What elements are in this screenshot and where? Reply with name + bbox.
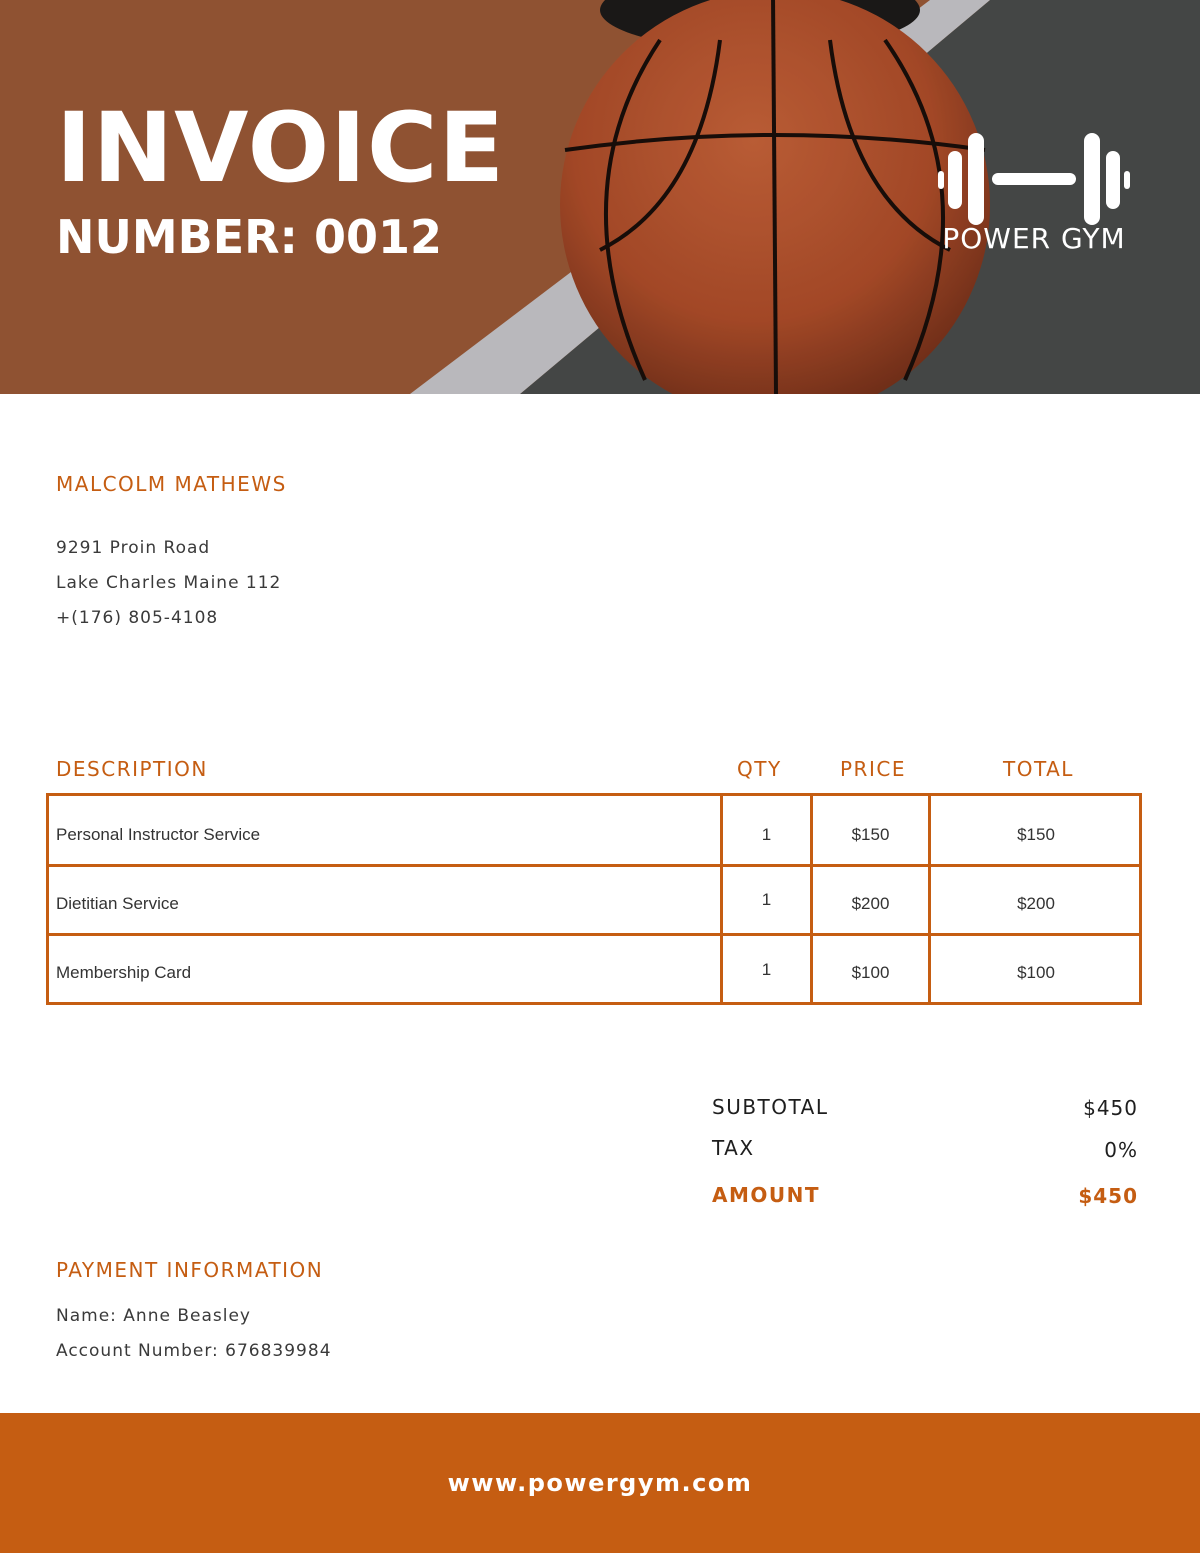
amount-value: $450 [1078, 1184, 1138, 1208]
payment-account: Account Number: 676839984 [56, 1341, 332, 1361]
line-items-table [46, 793, 1142, 1005]
row-divider [49, 933, 1139, 936]
payment-name: Name: Anne Beasley [56, 1306, 251, 1326]
item-description: Membership Card [56, 963, 192, 982]
item-total: $100 [1017, 963, 1055, 982]
subtotal-label: SUBTOTAL [712, 1095, 829, 1119]
row-divider [49, 864, 1139, 867]
item-total: $150 [1017, 825, 1055, 844]
item-description: Dietitian Service [56, 894, 179, 913]
website-link[interactable]: www.powergym.com [447, 1469, 753, 1497]
item-description: Personal Instructor Service [56, 825, 261, 844]
invoice-number: NUMBER: 0012 [56, 210, 442, 264]
footer-bar [0, 1413, 1200, 1553]
payment-title: PAYMENT INFORMATION [56, 1258, 324, 1282]
client-phone: +(176) 805-4108 [56, 608, 219, 628]
header-price: PRICE [840, 757, 906, 781]
item-price: $150 [851, 825, 890, 844]
amount-label: AMOUNT [712, 1183, 821, 1207]
subtotal-value: $450 [1083, 1096, 1138, 1120]
item-price: $200 [851, 894, 890, 913]
item-price: $100 [851, 963, 890, 982]
item-qty: 1 [761, 825, 772, 844]
client-name: MALCOLM MATHEWS [56, 472, 287, 496]
item-qty: 1 [761, 890, 772, 909]
header-qty: QTY [737, 757, 782, 781]
item-total: $200 [1017, 894, 1055, 913]
hero-banner [0, 0, 1200, 394]
invoice-title: INVOICE [56, 92, 506, 204]
client-address-line2: Lake Charles Maine 112 [56, 573, 282, 593]
header-total: TOTAL [1003, 757, 1074, 781]
client-address-line1: 9291 Proin Road [56, 538, 211, 558]
brand-name: POWER GYM [942, 222, 1126, 255]
tax-label: TAX [712, 1136, 755, 1160]
header-description: DESCRIPTION [56, 757, 208, 781]
item-qty: 1 [761, 960, 772, 979]
tax-value: 0% [1104, 1138, 1138, 1162]
